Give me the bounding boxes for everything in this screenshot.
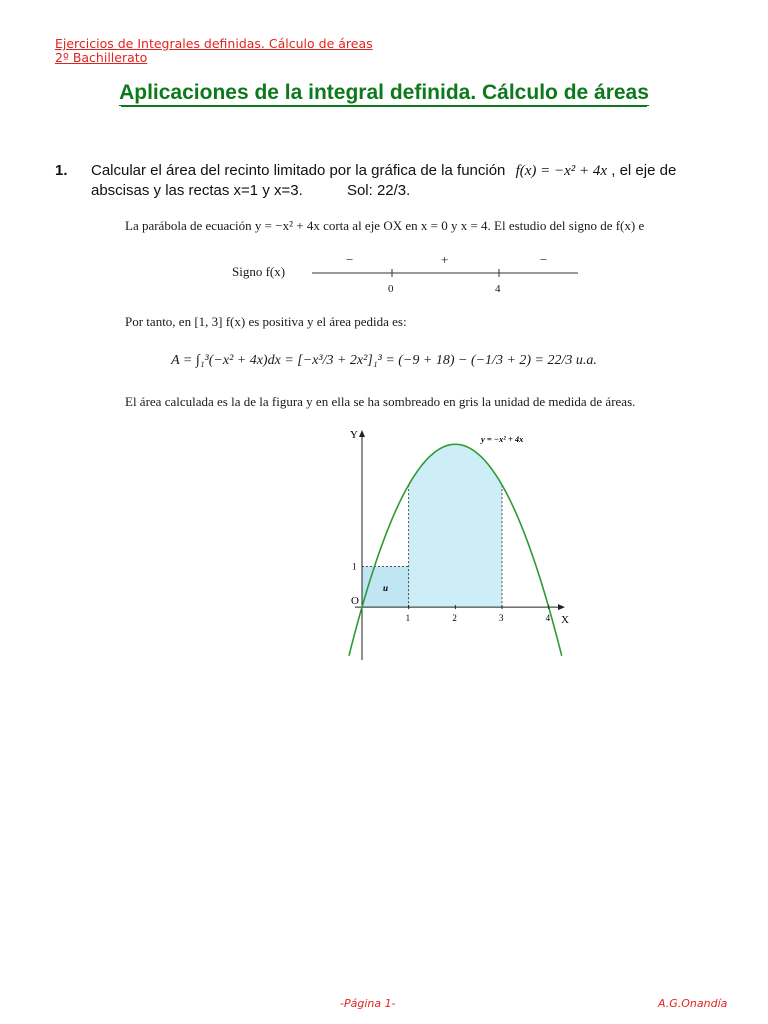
exercise-text-line2: abscisas y las rectas x=1 y x=3. (91, 182, 303, 199)
sign-point-4: 4 (495, 283, 501, 295)
area-formula: A = ∫₁³(−x² + 4x)dx = [−x³/3 + 2x²]₁³ = (−9 + 18) − (−1/3 + 2) = 22/3 u.a. (171, 353, 597, 368)
exercise-statement-line1 (91, 162, 676, 180)
x-tick-label: 2 (452, 613, 457, 624)
exercise-number: 1. (55, 162, 68, 179)
solution-positivity: Por tanto, en [1, 3] f(x) es positiva y el área pedida es: (125, 314, 407, 329)
exercise-text-after: , el eje de (611, 162, 677, 179)
exercise-statement-line2 (91, 182, 410, 199)
unit-square-label: u (383, 582, 389, 593)
solution-closing: El área calculada es la de la figura y en ella se ha sombreado en gris la unidad de medida de áreas. (125, 394, 636, 409)
page-title-text: Aplicaciones de la integral definida. Cálculo de áreas (119, 81, 649, 104)
y-ticks (352, 561, 357, 571)
header-course-title: Ejercicios de Integrales definidas. Cálculo de áreas (55, 36, 373, 51)
page-title (0, 81, 768, 105)
exercise-function: f(x) = −x² + 4x (515, 163, 608, 179)
sign-plus: + (441, 252, 449, 267)
exercise-solution: Sol: 22/3. (346, 182, 411, 199)
y-axis-label: Y (350, 429, 358, 441)
sign-point-0: 0 (388, 283, 394, 295)
parabola-figure (350, 429, 569, 660)
x-tick-label: 1 (405, 613, 411, 624)
sign-minus-left: − (346, 252, 354, 267)
header-level: 2º Bachillerato (55, 50, 148, 65)
page-number: -Página 1- (340, 997, 396, 1010)
exercise-text-before: Calcular el área del recinto limitado por la gráfica de la función (91, 162, 506, 179)
y-tick-label: 1 (352, 561, 357, 572)
y-axis-arrow (359, 430, 365, 437)
x-axis-label: X (561, 614, 569, 627)
shaded-area (409, 444, 502, 607)
origin-label: O (351, 595, 359, 608)
document-header (55, 37, 373, 65)
author: A.G.Onandía (658, 997, 728, 1010)
x-tick-label: 4 (545, 613, 551, 624)
x-axis-arrow (558, 604, 565, 610)
sign-label: Signo f(x) (232, 264, 286, 279)
solution-intro: La parábola de ecuación y = −x² + 4x corta al eje OX en x = 0 y x = 4. El estudio del signo de f(x) e (125, 218, 645, 233)
x-tick-label: 3 (499, 613, 504, 624)
sign-minus-right: − (540, 252, 548, 267)
curve-label: y = −x² + 4x (481, 434, 524, 445)
x-ticks (406, 605, 551, 623)
